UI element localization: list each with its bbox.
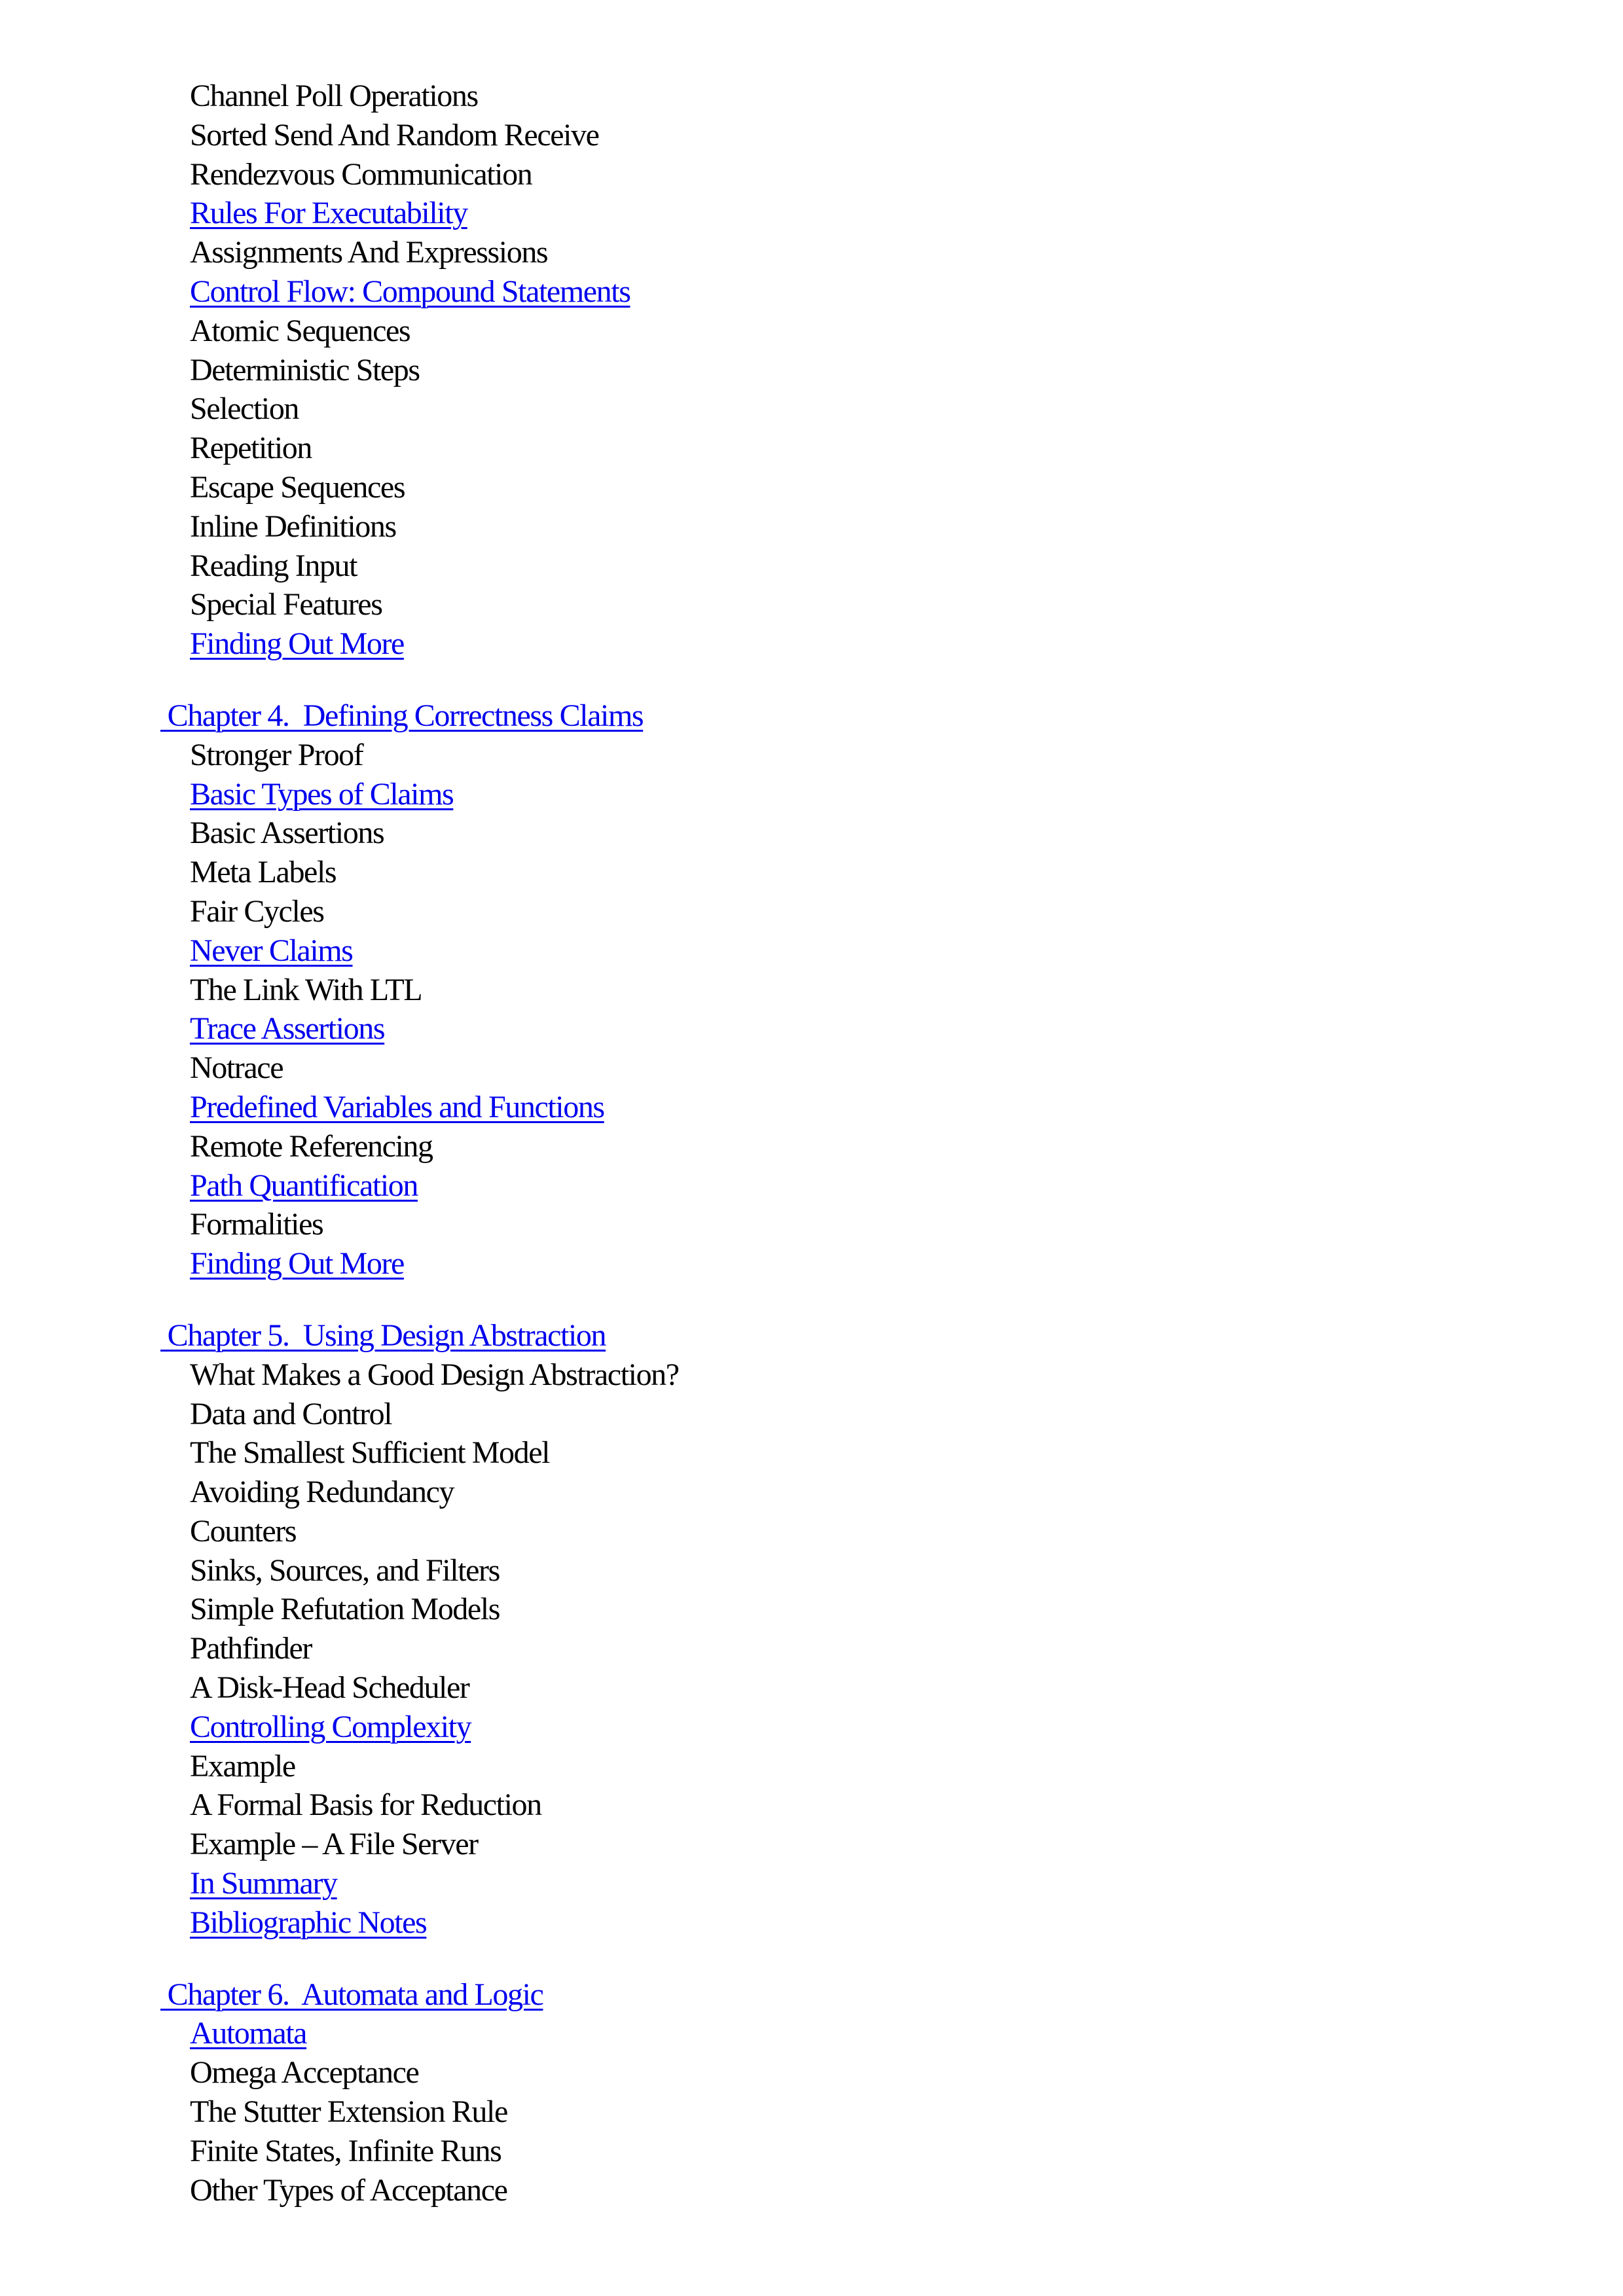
toc-entry-row: [0, 1825, 1623, 1864]
toc-entry-link[interactable]: In Summary: [190, 1866, 337, 1901]
toc-entry-row: [0, 468, 1623, 507]
toc-entry-text: Sinks, Sources, and Filters: [190, 1552, 500, 1588]
toc-entry-text: Rendezvous Communication: [190, 156, 532, 192]
toc-entry-row: [0, 116, 1623, 155]
toc-entry-text: The Smallest Sufficient Model: [190, 1435, 550, 1471]
toc-entry-text: Finite States, Infinite Runs: [190, 2133, 501, 2168]
toc-entry-text: Sorted Send And Random Receive: [190, 117, 599, 152]
toc-entry-row: [0, 892, 1623, 931]
toc-chapter-row: [0, 1316, 1623, 1355]
toc-entry-text: Inline Definitions: [190, 509, 396, 544]
toc-entry-text: Stronger Proof: [190, 737, 363, 772]
toc-entry-row: [0, 233, 1623, 272]
toc-entry-link[interactable]: Control Flow: Compound Statements: [190, 274, 630, 309]
toc-entry-text: What Makes a Good Design Abstraction?: [190, 1357, 679, 1392]
toc-entry-row: [0, 351, 1623, 390]
toc-chapter-row: [0, 1975, 1623, 2015]
toc-entry-row: [0, 736, 1623, 775]
toc-entry-row: [0, 155, 1623, 194]
toc-entry-text: Notrace: [190, 1050, 283, 1086]
toc-entry-link[interactable]: Bibliographic Notes: [190, 1905, 427, 1940]
toc-entry-row: [0, 1355, 1623, 1395]
toc-entry-row: [0, 1629, 1623, 1668]
toc-entry-text: Selection: [190, 391, 299, 427]
toc-entry-text: Formalities: [190, 1207, 323, 1242]
toc-entry-link[interactable]: Finding Out More: [190, 1246, 404, 1282]
toc-entry-row: [0, 1049, 1623, 1088]
toc-entry-row: [0, 1088, 1623, 1127]
toc-entry-row: [0, 1244, 1623, 1283]
toc-entry-row: [0, 507, 1623, 547]
toc-entry-text: Other Types of Acceptance: [190, 2172, 507, 2208]
toc-entry-row: [0, 1785, 1623, 1825]
toc-entry-row: [0, 429, 1623, 468]
toc-entry-text: Counters: [190, 1513, 297, 1549]
toc-entry-row: [0, 1903, 1623, 1943]
toc-entry-text: A Formal Basis for Reduction: [190, 1787, 541, 1823]
toc-entry-link[interactable]: Path Quantification: [190, 1168, 418, 1203]
toc-entry-text: Repetition: [190, 431, 312, 466]
toc-entry-row: [0, 775, 1623, 814]
toc-entry-link[interactable]: Controlling Complexity: [190, 1709, 471, 1744]
toc-entry-text: Channel Poll Operations: [190, 79, 478, 113]
toc-entry-row: [0, 1551, 1623, 1590]
toc-entry-row: [0, 1433, 1623, 1473]
toc-entry-row: [0, 547, 1623, 586]
toc-entry-link[interactable]: Predefined Variables and Functions: [190, 1089, 604, 1124]
toc-entry-row: [0, 624, 1623, 664]
toc-entry-row: [0, 77, 1623, 116]
toc-entry-row: [0, 1127, 1623, 1166]
toc-entry-row: [0, 1395, 1623, 1434]
toc-entry-text: Example: [190, 1748, 295, 1784]
toc-entry-row: [0, 1747, 1623, 1786]
toc-entry-text: Simple Refutation Models: [190, 1592, 500, 1627]
toc-entry-row: [0, 814, 1623, 853]
toc-entry-row: [0, 853, 1623, 892]
toc-entry-row: [0, 1708, 1623, 1747]
toc-entry-row: [0, 1205, 1623, 1244]
toc-entry-link[interactable]: Automata: [190, 2016, 307, 2051]
toc-entry-text: Deterministic Steps: [190, 352, 420, 387]
toc-chapter-row: [0, 696, 1623, 736]
toc-entry-row: [0, 2014, 1623, 2053]
toc-entry-text: Special Features: [190, 587, 382, 622]
toc-entry-row: [0, 1668, 1623, 1708]
toc-entry-text: Fair Cycles: [190, 893, 324, 929]
toc-entry-row: [0, 1473, 1623, 1512]
toc-entry-text: A Disk-Head Scheduler: [190, 1670, 469, 1706]
toc-entry-row: [0, 2092, 1623, 2132]
toc-entry-text: Reading Input: [190, 548, 357, 583]
toc-entry-row: [0, 312, 1623, 351]
toc-entry-row: [0, 2053, 1623, 2092]
toc-entry-text: Basic Assertions: [190, 816, 384, 851]
toc-entry-link[interactable]: Rules For Executability: [190, 196, 467, 231]
toc-entry-text: Example – A File Server: [190, 1827, 478, 1862]
toc-entry-row: [0, 1864, 1623, 1903]
toc-entry-row: [0, 1009, 1623, 1049]
toc-entry-text: Atomic Sequences: [190, 313, 410, 348]
toc-entry-text: Omega Acceptance: [190, 2055, 419, 2090]
toc-entry-text: Assignments And Expressions: [190, 235, 548, 270]
toc-entry-row: [0, 2171, 1623, 2210]
toc-entry-text: Escape Sequences: [190, 469, 405, 505]
toc-entry-text: Meta Labels: [190, 855, 337, 890]
toc-chapter-link[interactable]: Chapter 5. Using Design Abstraction: [160, 1318, 606, 1353]
toc-entry-row: [0, 1166, 1623, 1206]
toc-entry-link[interactable]: Trace Assertions: [190, 1011, 385, 1047]
toc-entry-link[interactable]: Basic Types of Claims: [190, 776, 454, 812]
toc-entry-row: [0, 272, 1623, 312]
toc-entry-text: The Link With LTL: [190, 972, 422, 1007]
toc-entry-row: [0, 2132, 1623, 2171]
toc-entry-text: Pathfinder: [190, 1631, 312, 1666]
toc-chapter-link[interactable]: Chapter 6. Automata and Logic: [160, 1977, 543, 2012]
toc-entry-row: [0, 585, 1623, 624]
toc-entry-row: [0, 1590, 1623, 1629]
toc-entry-text: Data and Control: [190, 1396, 392, 1431]
toc-chapter-link[interactable]: Chapter 4. Defining Correctness Claims: [160, 698, 644, 733]
toc-entry-link[interactable]: Never Claims: [190, 933, 353, 968]
toc-entry-row: [0, 931, 1623, 971]
table-of-contents: [0, 77, 1623, 2210]
toc-entry-row: [0, 1512, 1623, 1551]
toc-entry-row: [0, 194, 1623, 233]
toc-entry-text: Remote Referencing: [190, 1128, 433, 1164]
toc-entry-text: The Stutter Extension Rule: [190, 2094, 507, 2130]
toc-entry-link[interactable]: Finding Out More: [190, 626, 404, 662]
toc-entry-text: Avoiding Redundancy: [190, 1475, 454, 1510]
toc-entry-row: [0, 389, 1623, 429]
toc-entry-row: [0, 971, 1623, 1010]
